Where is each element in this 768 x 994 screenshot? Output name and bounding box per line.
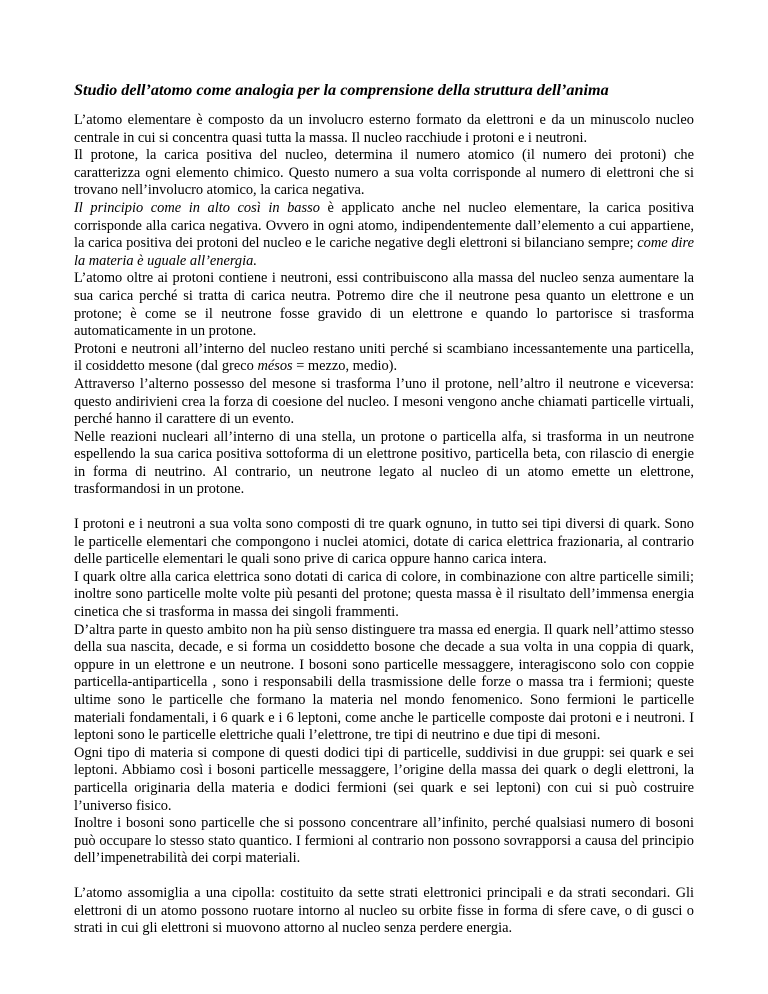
paragraph-text: = mezzo, medio). xyxy=(292,358,398,375)
paragraph-12 xyxy=(74,815,694,868)
paragraph-8 xyxy=(74,516,694,569)
paragraph-text: Attraverso l’alterno possesso del mesone si trasforma l’uno il protone, nell’altro il neutrone e viceversa: questo andirivieni crea la forza di coesione del nucleo. I mesoni vengono anche chiamati particelle virtuali, perché hanno il carattere di un evento. xyxy=(74,375,694,428)
italic-phrase: come dire la materia è uguale all’energia. xyxy=(74,235,694,269)
paragraph-1 xyxy=(74,112,694,147)
document-title: Studio dell’atomo come analogia per la comprensione della struttura dell’anima xyxy=(74,81,609,99)
paragraph-6 xyxy=(74,376,694,429)
italic-word: mésos xyxy=(257,358,293,375)
paragraph-text: Il protone, la carica positiva del nucleo, determina il numero atomico (il numero dei protoni) che caratterizza ogni elemento chimico. Questo numero a sua volta corrisponde al numero di elettroni che si trovano nell’involucro atomico, la carica negativa. xyxy=(74,147,694,199)
paragraph-13 xyxy=(74,885,694,938)
italic-phrase: Il principio come in alto così in basso xyxy=(74,199,320,216)
paragraph-text: Inoltre i bosoni sono particelle che si possono concentrare all’infinito, perché qualsiasi numero di bosoni può occupare lo stesso stato quantico. I fermioni al contrario non possono sovrapporsi a causa del principio dell’impenetrabilità dei corpi materiali. xyxy=(74,815,694,867)
paragraph-3 xyxy=(74,200,694,270)
paragraph-text: Nelle reazioni nucleari all’interno di una stella, un protone o particella alfa, si trasforma in un neutrone espellendo la sua carica positiva sottoforma di un elettrone positivo, particella beta, con rilascio di energie in forma di neutrino. Al contrario, un neutrone legato al nucleo di un atomo emette un elettrone, trasformandosi in un protone. xyxy=(74,428,694,498)
paragraph-10 xyxy=(74,622,694,745)
paragraph-2 xyxy=(74,147,694,200)
paragraph-text: L’atomo assomiglia a una cipolla: costituito da sette strati elettronici principali e da strati secondari. Gli elettroni di un atomo possono ruotare intorno al nucleo su orbite fisse in forma di sfere cave, o di gusci o strati in cui gli elettroni si muovono attorno al nucleo senza perdere energia. xyxy=(74,884,694,937)
paragraph-text: è applicato anche nel nucleo elementare, la carica positiva corrisponde alla carica negativa. Ovvero in ogni atomo, indipendentemente dall’elemento a cui appartiene, la carica positiva dei protoni del nucleo e le cariche negative degli elettroni si bilanciano sempre; xyxy=(74,199,694,252)
paragraph-7 xyxy=(74,429,694,499)
paragraph-4 xyxy=(74,270,694,340)
paragraph-11 xyxy=(74,745,694,815)
paragraph-text: D’altra parte in questo ambito non ha più senso distinguere tra massa ed energia. Il quark nell’attimo stesso della sua nascita, decade, e si forma un cosiddetto bosone che decade a sua volta in una coppia di quark, oppure in un elettrone e un neutrone. I bosoni sono particelle messaggere, interagiscono solo con coppie particella-antiparticella , sono i responsabili della trasmissione delle forze o massa tra i fermioni; queste ultime sono le particelle che formano la materia nel mondo fenomenico. Sono fermioni le particelle materiali fondamentali, i 6 quark e i 6 leptoni, come anche le particelle composte dai protoni e i neutroni. I leptoni sono le particelle elettriche quali l’elettrone, tre tipi di neutrino e due tipi di mesoni. xyxy=(74,621,694,744)
paragraph-text: Protoni e neutroni all’interno del nucleo restano uniti perché si scambiano incessantemente una particella, il cosiddetto mesone (dal greco xyxy=(74,340,694,375)
paragraph-9 xyxy=(74,569,694,622)
paragraph-5 xyxy=(74,341,694,376)
paragraph-text: I quark oltre alla carica elettrica sono dotati di carica di colore, in combinazione con altre particelle simili; inoltre sono particelle molte volte più pesanti del protone; questa massa è il risultato dell’immensa energia cinetica che si trasforma in massa dei singoli frammenti. xyxy=(74,568,694,621)
document-page xyxy=(74,80,694,938)
paragraph-text: I protoni e i neutroni a sua volta sono composti di tre quark ognuno, in tutto sei tipi diversi di quark. Sono le particelle elementari che compongono i nuclei atomici, dotate di carica elettrica frazionaria, al contrario delle particelle elementari le quali sono prive di carica oppure hanno carica intera. xyxy=(74,516,694,568)
paragraph-text: Ogni tipo di materia si compone di questi dodici tipi di particelle, suddivisi in due gruppi: sei quark e sei leptoni. Abbiamo così i bosoni particelle messaggere, l’origine della massa dei quark o degli elettroni, la particella originaria della materia e dodici fermioni (sei quark e sei leptoni) con cui si può costruire l’universo fisico. xyxy=(74,744,694,814)
paragraph-text: L’atomo elementare è composto da un involucro esterno formato da elettroni e da un minuscolo nucleo centrale in cui si concentra quasi tutta la massa. Il nucleo racchiude i protoni e i neutroni. xyxy=(74,112,694,146)
paragraph-text: L’atomo oltre ai protoni contiene i neutroni, essi contribuiscono alla massa del nucleo senza aumentare la sua carica perché si tratta di carica neutra. Potremo dire che il neutrone pesa quanto un elettrone e un protone; è come se il neutrone fosse gravido di un elettrone e quando lo partorisce si trasforma automaticamente in un protone. xyxy=(74,270,694,340)
